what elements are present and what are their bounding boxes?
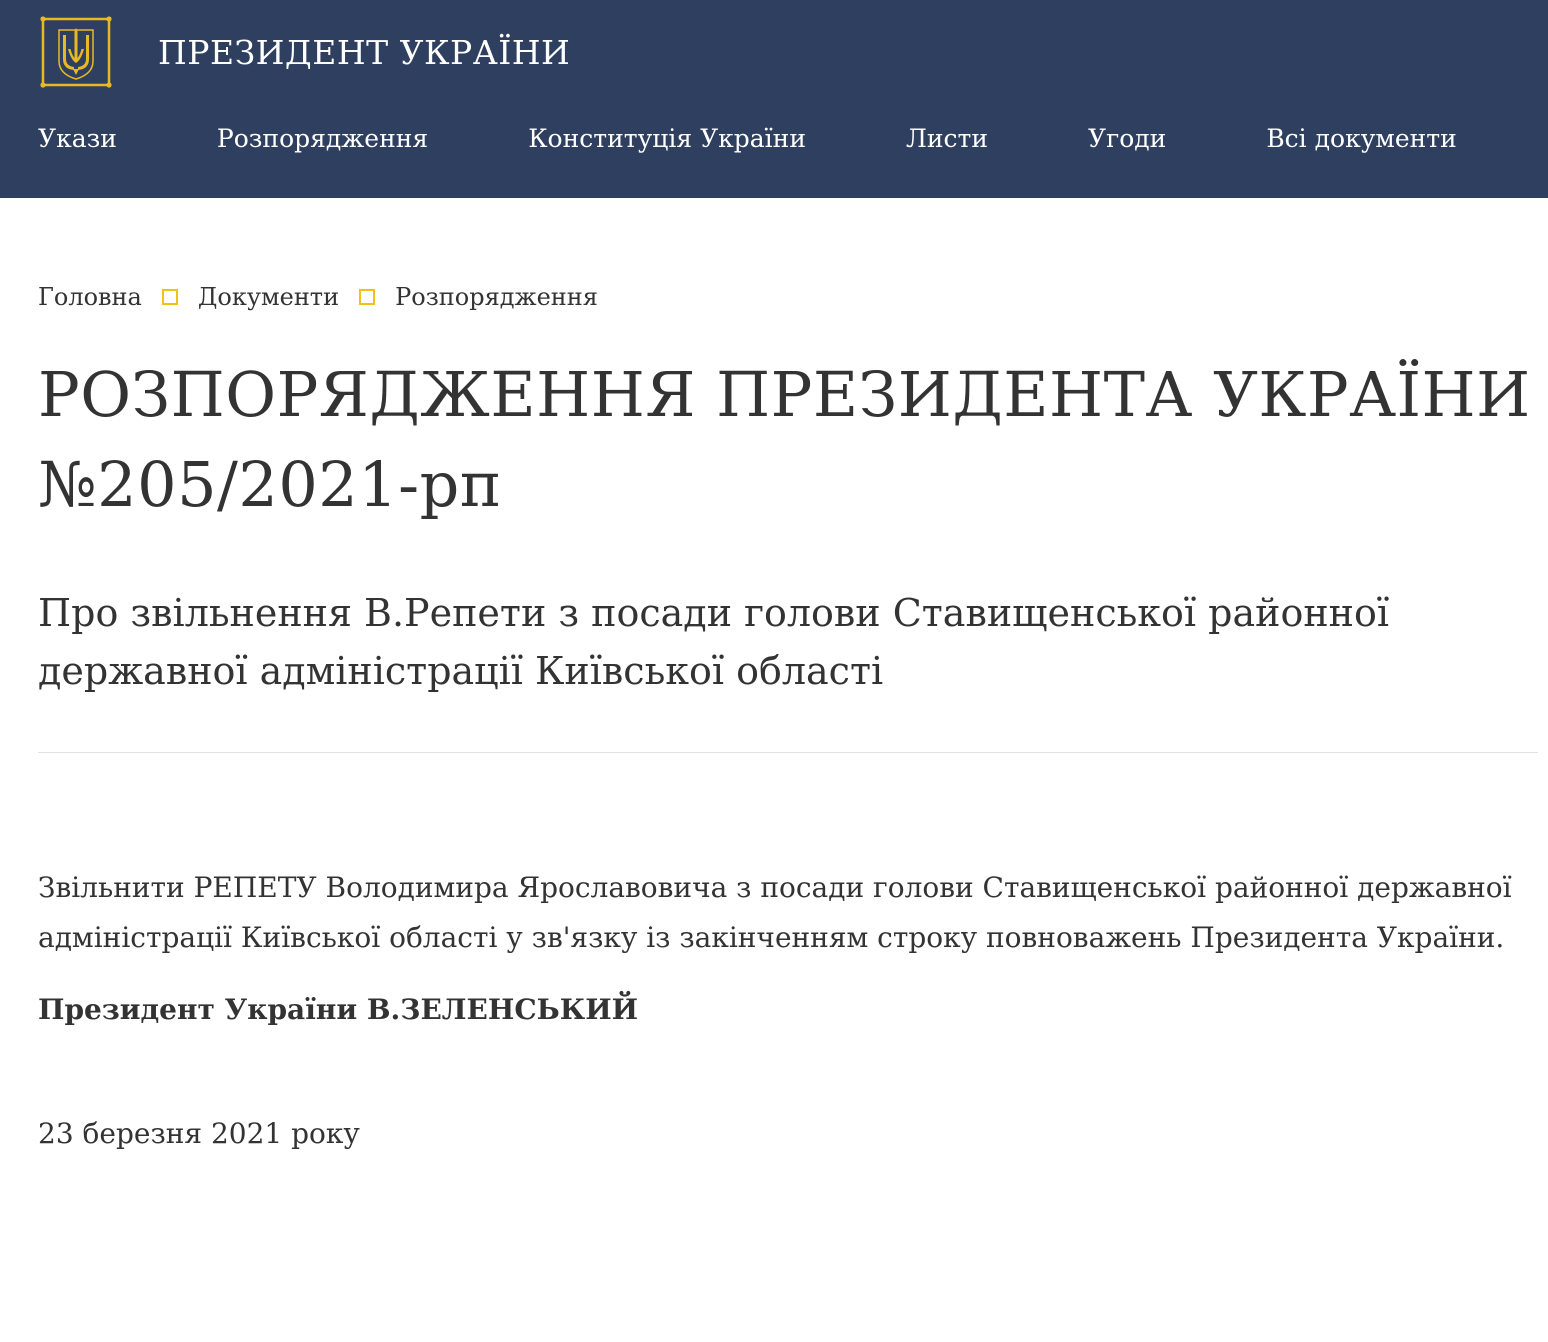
breadcrumb-separator-icon [162, 289, 178, 305]
nav-item-orders[interactable]: Розпорядження [216, 124, 429, 153]
nav-item-agreements[interactable]: Угоди [1088, 124, 1167, 153]
breadcrumb [38, 278, 1538, 316]
site-logo-link[interactable] [40, 16, 570, 88]
site-title[interactable]: ПРЕЗИДЕНТ УКРАЇНИ [158, 32, 571, 72]
breadcrumb-home[interactable]: Головна [38, 283, 142, 311]
document-subtitle: Про звільнення В.Репети з посади голови Ставищенської районної державної адміністрації Київської області [38, 591, 1390, 693]
breadcrumb-documents[interactable]: Документи [197, 283, 340, 311]
nav-item-constitution[interactable]: Конституція України [528, 124, 806, 153]
document-date: 23 березня 2021 року [38, 1117, 360, 1150]
page-title: РОЗПОРЯДЖЕННЯ ПРЕЗИДЕНТА УКРАЇНИ №205/2021-рп [38, 358, 1531, 521]
nav-item-all-documents[interactable]: Всі документи [1266, 124, 1457, 153]
ukraine-trident-emblem-icon [40, 16, 112, 88]
breadcrumb-orders[interactable]: Розпорядження [395, 283, 598, 311]
main-nav [38, 124, 1457, 153]
nav-item-decrees[interactable]: Укази [38, 124, 117, 153]
main-content [38, 198, 1538, 1159]
document-body: Звільнити РЕПЕТУ Володимира Ярославовича з посади голови Ставищенської районної державної адміністрації Київської області у зв'язку із закінченням строку повноважень Президента України. [38, 871, 1512, 954]
document-signature: Президент України В.ЗЕЛЕНСЬКИЙ [38, 993, 639, 1026]
site-header [0, 0, 1548, 198]
breadcrumb-separator-icon [359, 289, 375, 305]
nav-item-letters[interactable]: Листи [906, 124, 989, 153]
divider [38, 752, 1538, 753]
